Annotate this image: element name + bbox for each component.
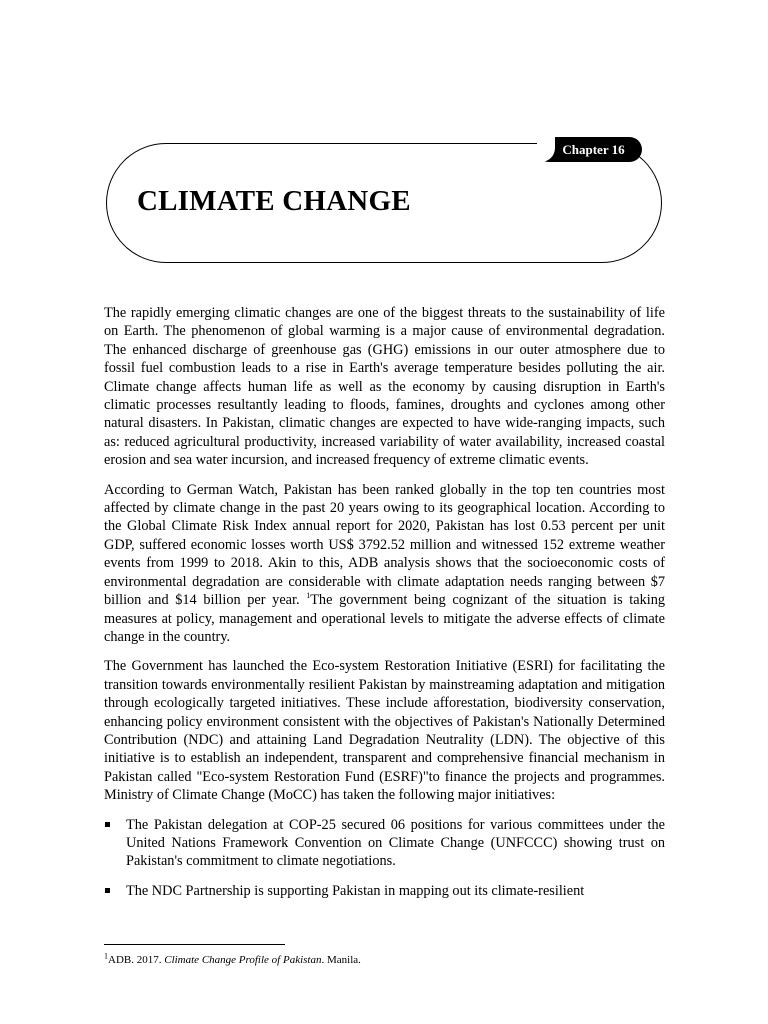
paragraph-intro: The rapidly emerging climatic changes are one of the biggest threats to the sustainability of life on Earth. The phenomenon of global warming is a major cause of environmental degradation. The enhanced discharge of greenhouse gas (GHG) emissions in our outer atmosphere due to fossil fuel combustion leads to a rise in Earth's average temperature besides polluting the air. Climate change affects human life as well as the economy by causing disruption in Earth's climatic processes resultantly leading to floods, famines, droughts and cyclones among other natural disasters. In Pakistan, climatic changes are expected to have wide-ranging impacts, such as: reduced agricultural productivity, increased variability of water availability, increased coastal erosion and sea water incursion, and increased frequency of extreme climatic events. [104, 305, 665, 469]
footnote-publication-title: Climate Change Profile of Pakistan [164, 954, 322, 966]
footnote-place: . Manila. [321, 954, 361, 966]
list-item-text: The NDC Partnership is supporting Pakistan in mapping out its climate-resilient [126, 882, 585, 899]
chapter-label: Chapter 16 [537, 137, 642, 162]
paragraph-esri: The Government has launched the Eco-system Restoration Initiative (ESRI) for facilitating the transition towards environmentally resilient Pakistan by mainstreaming adaptation and mitigation through ecologically targeted initiatives. These include afforestation, biodiversity conservation, enhancing policy environment consistent with the objectives of Pakistan's Nationally Determined Contribution (NDC) and attaining Land Degradation Neutrality (LDN). The objective of this initiative is to establish an independent, transparent and comprehensive financial mechanism in Pakistan called "Eco-system Restoration Fund (ESRF)"to finance the projects and programmes. Ministry of Climate Change (MoCC) has taken the following major initiatives: [104, 658, 665, 804]
footnote [104, 953, 361, 967]
footnote-source: ADB. 2017. [108, 954, 165, 966]
paragraph-text: According to German Watch, Pakistan has been ranked globally in the top ten countries most affected by climate change in the past 20 years owing to its geographical location. According to the Global Climate Risk Index annual report for 2020, Pakistan has lost 0.53 percent per unit GDP, suffered economic losses worth US$ 3792.52 million and witnessed 152 extreme weather events from 1999 to 2018. Akin to this, ADB analysis shows that the socioeconomic costs of environmental degradation are considerable with climate adaptation needs ranging between $7 billion and $14 billion per year. [104, 481, 665, 609]
list-item [104, 882, 665, 900]
page-title: CLIMATE CHANGE [137, 185, 411, 217]
bullet-icon [105, 822, 110, 827]
list-item-text: The Pakistan delegation at COP-25 secured 06 positions for various committees under the United Nations Framework Convention on Climate Change (UNFCCC) showing trust on Pakistan's commitment to climate negotiations. [126, 816, 665, 870]
paragraph-risk-index [104, 481, 665, 647]
list-item [104, 816, 665, 871]
bullet-icon [105, 888, 110, 893]
body-text [104, 304, 665, 911]
footnote-number: 1 [104, 951, 108, 961]
footnote-divider [104, 944, 285, 945]
paragraph-text: The government being cognizant of the situation is taking measures at policy, management and operational levels to mitigate the adverse effects of climate change in the country. [104, 592, 666, 645]
initiatives-list [104, 816, 665, 901]
footnote-reference: 1 [306, 591, 311, 601]
